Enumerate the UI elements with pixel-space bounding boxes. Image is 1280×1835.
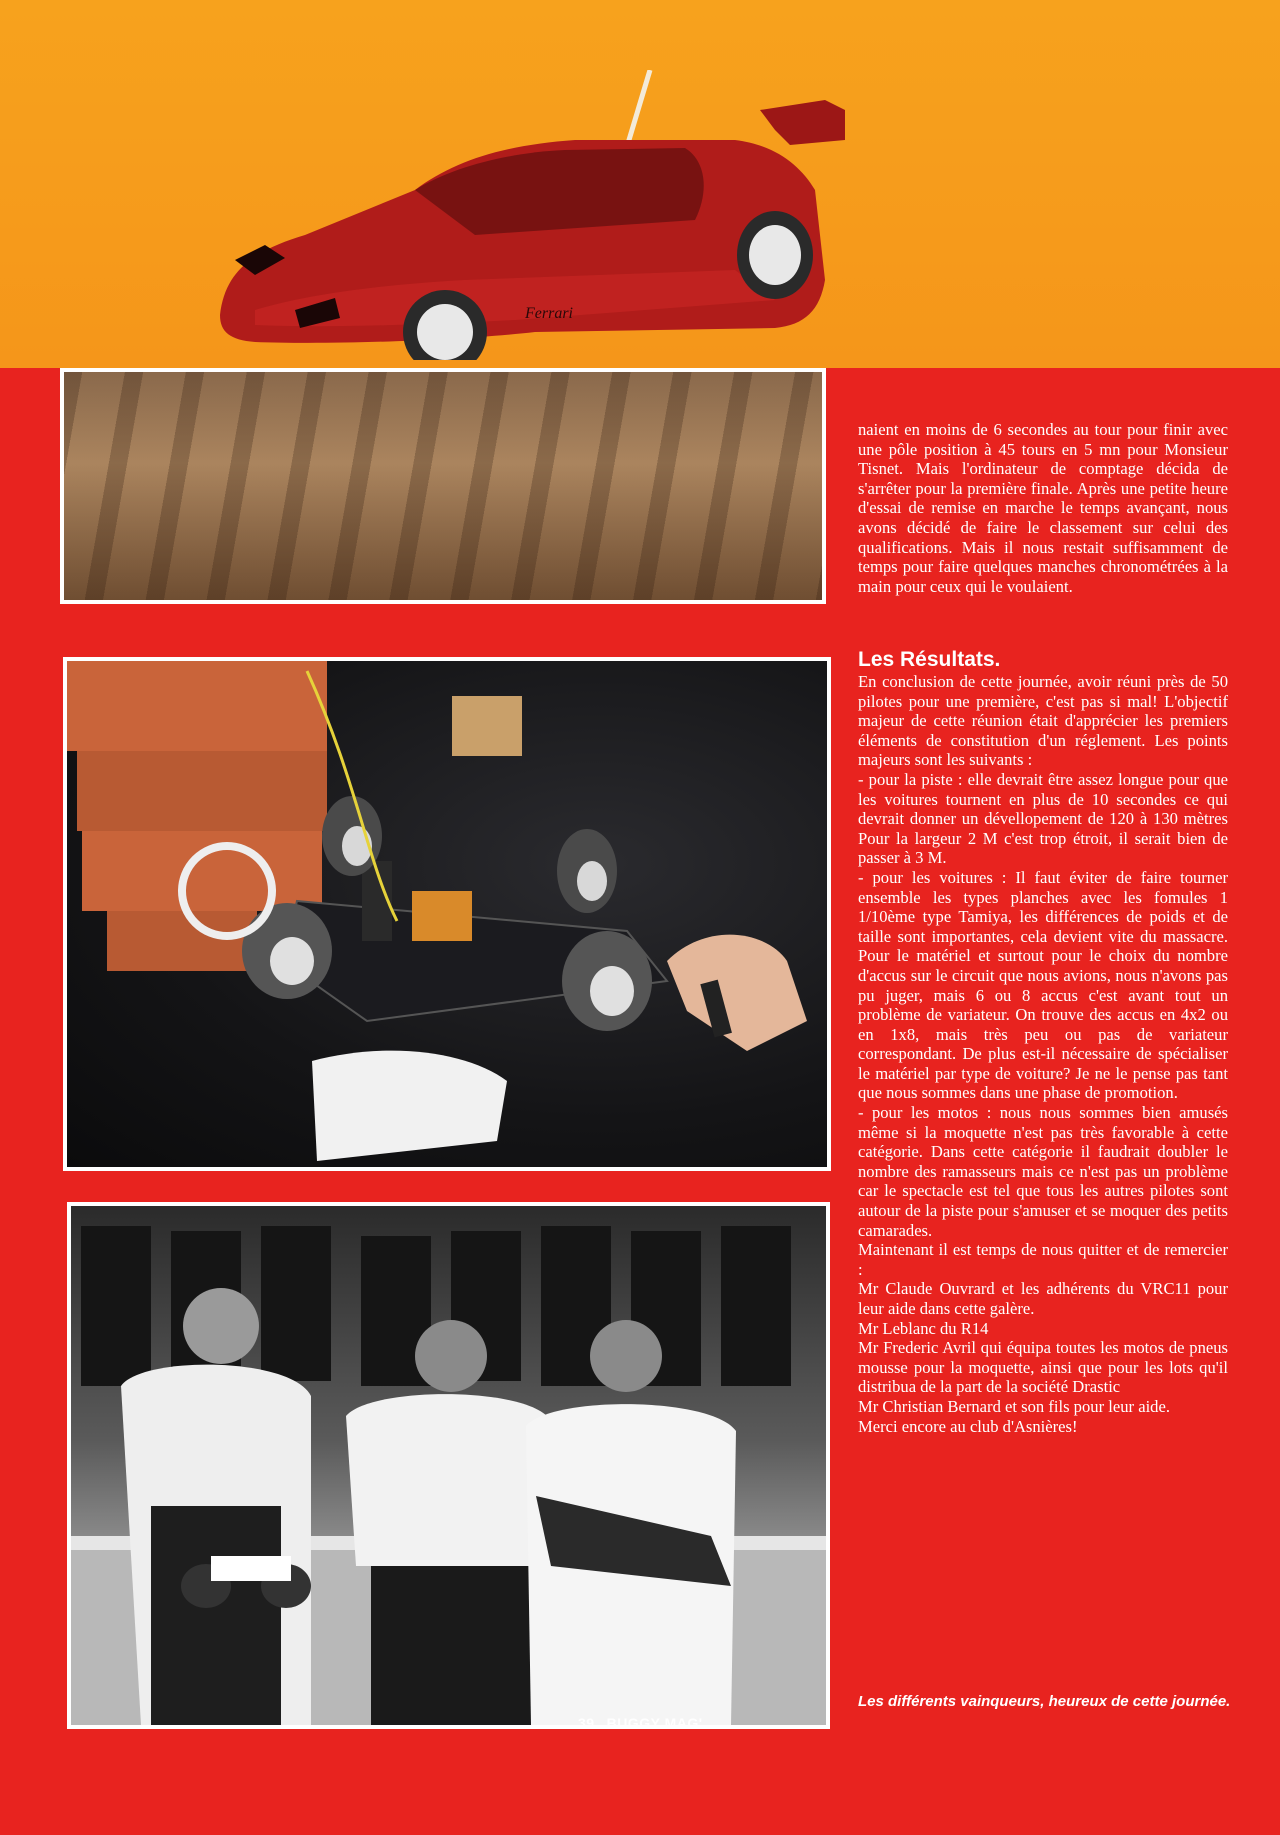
article-paragraph-1: naient en moins de 6 secondes au tour pour finir avec une pôle position à 45 tours en 5 mn pour Monsieur Tisnet. Mais l'ordinateur de comptage décida de s'arrêter pour la première finale. Après une petite heure d'essai de remise en marche le temps avançant, nous avons décidé de faire le classement sur celui des qualifications. Mais il nous restait suffisamment de temps pour faire quelques manches chronométrées à la main pour ceux qui le voulaient. [858,420,1228,596]
page-footer [578,1715,715,1731]
rc-chassis-illustration [67,661,827,1167]
photo-rc-chassis [63,657,831,1171]
article-paragraph: Maintenant il est temps de nous quitter et de remercier : [858,1240,1228,1279]
article-paragraph: Mr Christian Bernard et son fils pour leur aide. [858,1396,1170,1416]
photo-caption: Les différents vainqueurs, heureux de cette journée. [858,1693,1231,1710]
article-intro [858,420,1228,596]
article-paragraph: Merci encore au club d'Asnières! [858,1416,1078,1436]
article-paragraph: - pour les motos : nous nous sommes bien amusés même si la moquette n'est pas très favorable à cette catégorie. Dans cette catégorie il faudrait doubler le nombre des ramasseurs mais ce n'est pas un problème car le spectacle est tel que tous les autres pilotes sont autour de la piste pour s'amuser et se moquer des petits camarades. [858,1103,1228,1240]
page-number: 39 [578,1715,595,1731]
section-heading-resultats: Les Résultats. [858,648,1001,671]
photo-ferrari-on-floor [60,368,826,604]
ferrari-badge-text: Ferrari [525,305,573,322]
photo-winners [67,1202,830,1729]
magazine-name: BUGGY MAG' [606,1715,703,1731]
article-paragraph: - pour les voitures : Il faut éviter de faire tourner ensemble les types planches avec les fomules 1 1/10ème type Tamiya, les différences de poids et de taille sont importantes, cela devient vite du massacre. Pour le matériel et surtout pour le choix du nombre d'accus sur le circuit que nous avions, nous n'avons pas pu juger, mais 6 ou 8 accus c'est avant tout un problème de variateur. On trouve des accus en 4x2 ou en 1x8, mais très peu ou pas de variateur correspondant. De plus est-il nécessaire de spécialiser le matériel par type de voiture? Je ne le pense pas tant que nous sommes dans une phase de promotion. [858,867,1228,1103]
winners-illustration [71,1206,826,1725]
article-paragraph: Mr Leblanc du R14 [858,1318,989,1338]
article-resultats [858,672,1228,1436]
article-paragraph: Mr Frederic Avril qui équipa toutes les motos de pneus mousse pour la moquette, ainsi que pour les lots qu'il distribua de la part de la société Drastic [858,1338,1228,1397]
ferrari-rc-car-illustration [215,70,935,360]
article-paragraph: En conclusion de cette journée, avoir réuni près de 50 pilotes pour une première, c'est pas si mal! L'objectif majeur de cette réunion était d'apprécier les premiers éléments de constitution d'un réglement. Les points majeurs sont les suivants : [858,672,1228,770]
article-paragraph: Mr Claude Ouvrard et les adhérents du VRC11 pour leur aide dans cette galère. [858,1279,1228,1318]
article-paragraph: - pour la piste : elle devrait être assez longue pour que les voitures tournent en plus de 10 secondes ce qui devrait donner un dévellopement de 120 à 130 mètres Pour la largeur 2 M c'est trop étroit, il serait bien de passer à 3 M. [858,769,1228,868]
